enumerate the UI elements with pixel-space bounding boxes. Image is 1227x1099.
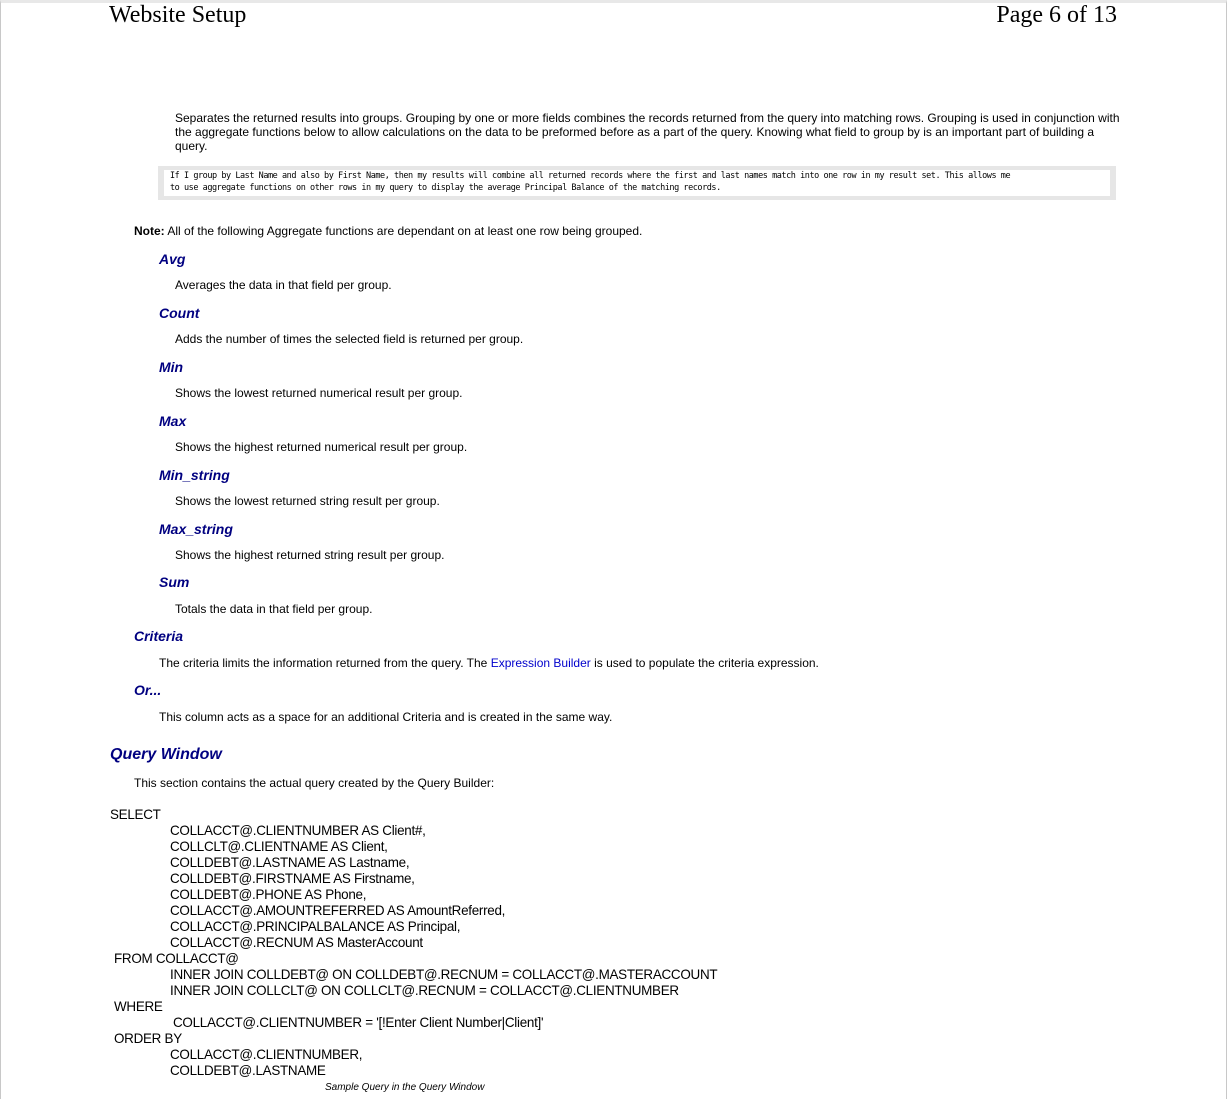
function-heading-sum: Sum	[159, 574, 190, 590]
sql-line: COLLDEBT@.LASTNAME	[170, 1062, 326, 1078]
note-text: All of the following Aggregate functions are dependant on at least one row being grouped.	[164, 224, 643, 238]
sql-line: SELECT	[110, 806, 161, 822]
sql-line: WHERE	[114, 998, 163, 1014]
example-text	[164, 170, 1110, 196]
group-by-description: Separates the returned results into groups. Grouping by one or more fields combines the records returned from the query into matching rows. Grouping is used in conjunction with the aggregate functions below to allow calculations on the data to be preformed before as a part of the query. Knowing what field to group by is an important part of building a query.	[175, 111, 1120, 153]
sql-line: COLLACCT@.CLIENTNUMBER,	[170, 1046, 363, 1062]
sql-line: COLLDEBT@.PHONE AS Phone,	[170, 886, 367, 902]
sql-line: COLLCLT@.CLIENTNAME AS Client,	[170, 838, 388, 854]
or-desc: This column acts as a space for an additional Criteria and is created in the same way.	[159, 710, 613, 724]
function-desc-avg: Averages the data in that field per group.	[175, 278, 392, 292]
sql-line: COLLDEBT@.FIRSTNAME AS Firstname,	[170, 870, 415, 886]
function-desc-max: Shows the highest returned numerical result per group.	[175, 440, 468, 454]
criteria-desc	[159, 656, 819, 670]
query-window-title: Query Window	[110, 746, 222, 763]
criteria-desc-before: The criteria limits the information returned from the query. The	[159, 656, 491, 670]
expression-builder-link[interactable]: Expression Builder	[490, 656, 591, 670]
function-heading-min-string: Min_string	[159, 467, 230, 483]
function-desc-count: Adds the number of times the selected field is returned per group.	[175, 332, 524, 346]
sql-line: COLLACCT@.PRINCIPALBALANCE AS Principal,	[170, 918, 461, 934]
example-line: If I group by Last Name and also by First Name, then my results will combine all returned records where the first and last names match into one row in my result set. This allows me	[170, 171, 1011, 181]
aggregate-note	[134, 224, 642, 238]
sql-line: INNER JOIN COLLDEBT@ ON COLLDEBT@.RECNUM = COLLACCT@.MASTERACCOUNT	[170, 966, 718, 982]
function-heading-max: Max	[159, 413, 187, 429]
page-number: Page 6 of 13	[996, 2, 1117, 28]
criteria-desc-after: is used to populate the criteria expression.	[590, 656, 819, 670]
sql-line: ORDER BY	[114, 1030, 182, 1046]
function-heading-avg: Avg	[159, 251, 186, 267]
example-line: to use aggregate functions on other rows in my query to display the average Principal Balance of the matching records.	[170, 183, 721, 193]
function-heading-min: Min	[159, 359, 184, 375]
function-desc-min: Shows the lowest returned numerical result per group.	[175, 386, 463, 400]
function-desc-sum: Totals the data in that field per group.	[175, 602, 373, 616]
sql-line: COLLACCT@.RECNUM AS MasterAccount	[170, 934, 423, 950]
criteria-heading: Criteria	[134, 628, 184, 644]
note-label: Note:	[134, 224, 165, 238]
or-heading: Or...	[134, 682, 162, 698]
function-desc-max-string: Shows the highest returned string result per group.	[175, 548, 445, 562]
function-heading-count: Count	[159, 305, 200, 321]
sql-line: COLLDEBT@.LASTNAME AS Lastname,	[170, 854, 410, 870]
example-box	[158, 166, 1116, 200]
sql-line: COLLACCT@.CLIENTNUMBER = '[!Enter Client Number|Client]'	[173, 1014, 544, 1030]
document-title: Website Setup	[109, 2, 247, 28]
query-window-desc: This section contains the actual query created by the Query Builder:	[134, 776, 495, 790]
function-desc-min-string: Shows the lowest returned string result per group.	[175, 494, 440, 508]
sql-line: INNER JOIN COLLCLT@ ON COLLCLT@.RECNUM = COLLACCT@.CLIENTNUMBER	[170, 982, 679, 998]
sql-line: FROM COLLACCT@	[114, 950, 239, 966]
sql-line: COLLACCT@.AMOUNTREFERRED AS AmountReferred,	[170, 902, 506, 918]
figure-caption: Sample Query in the Query Window	[325, 1082, 485, 1093]
function-heading-max-string: Max_string	[159, 521, 233, 537]
sql-line: COLLACCT@.CLIENTNUMBER AS Client#,	[170, 822, 426, 838]
